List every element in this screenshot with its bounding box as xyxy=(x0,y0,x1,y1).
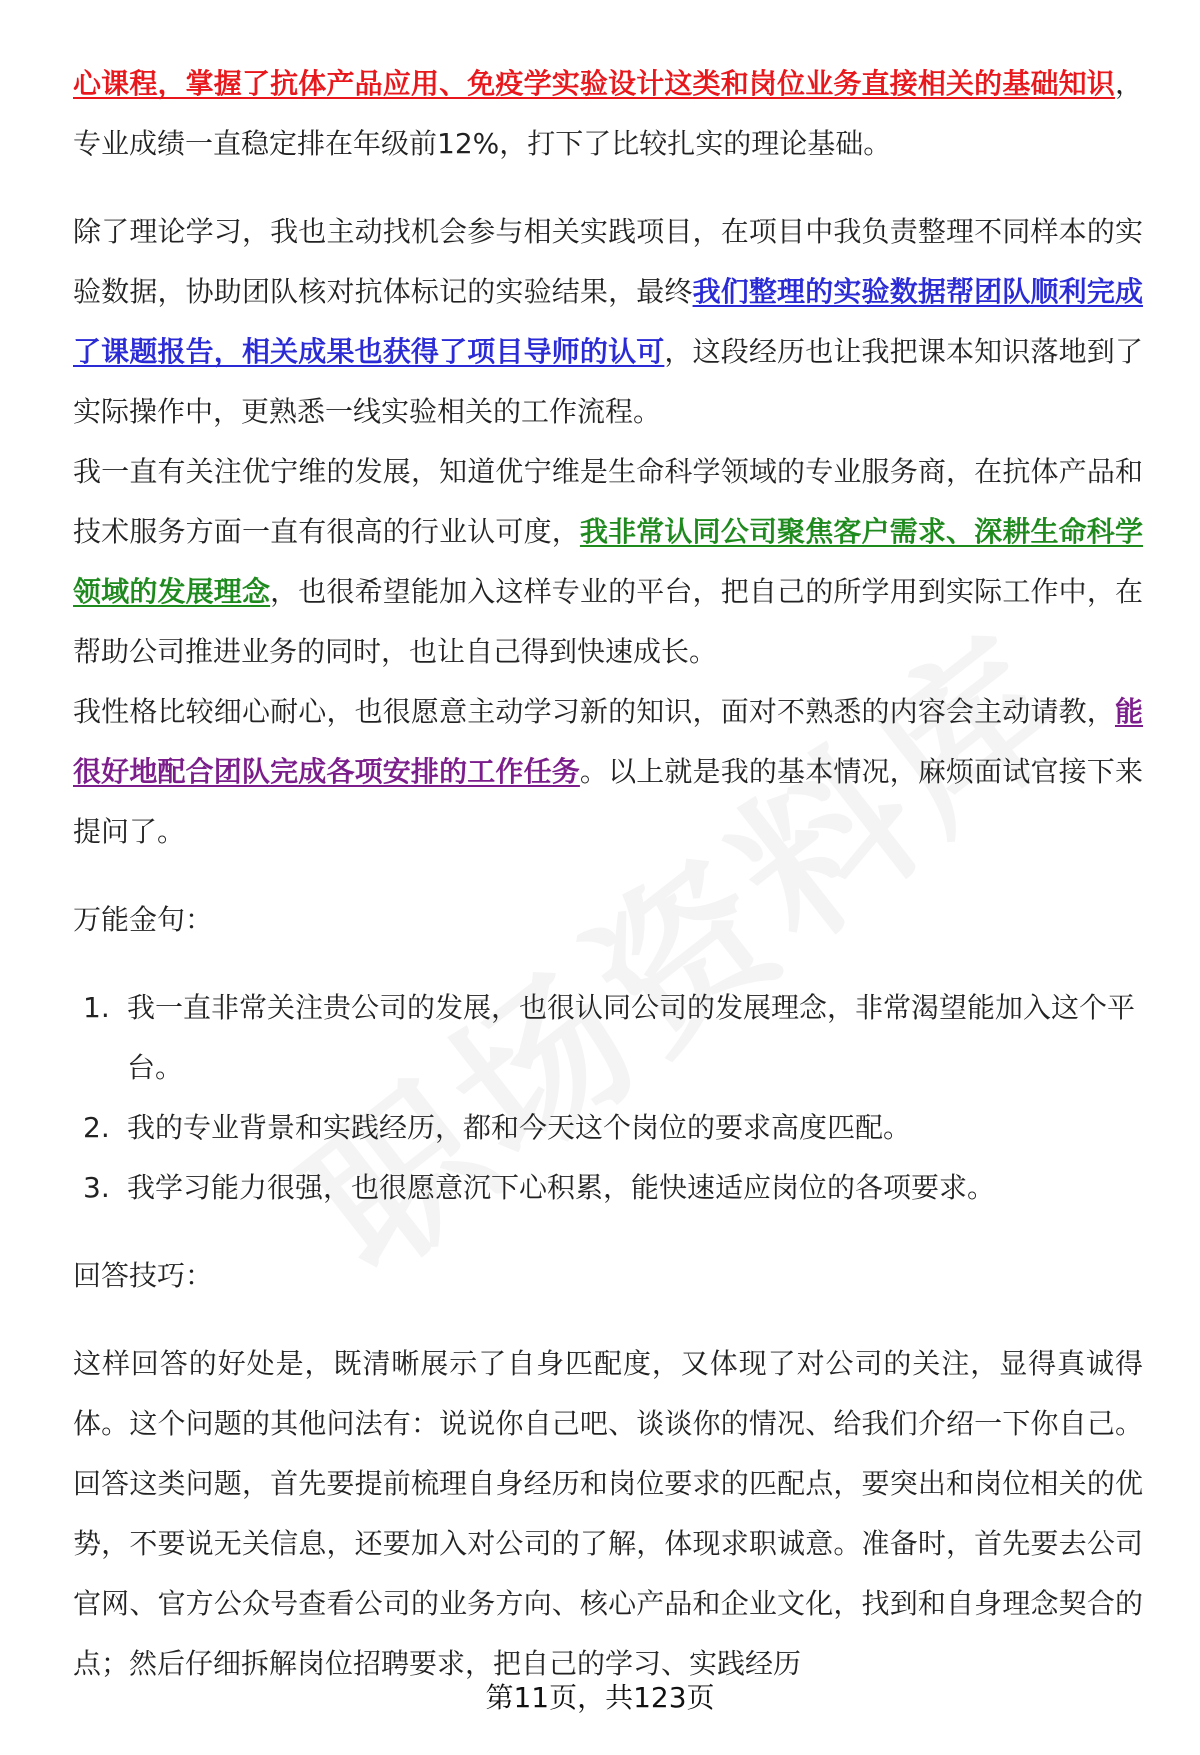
list-number: 3. xyxy=(83,1171,110,1204)
golden-sentences-heading: 万能金句： xyxy=(73,903,214,936)
golden-sentences-list xyxy=(73,978,1143,1218)
list-item xyxy=(73,1158,1143,1218)
paragraph-practice xyxy=(73,202,1143,442)
paragraph-text: 除了理论学习，我也主动找机会参与相关实践项目，在项目中我负责整理不同样本的实验数据，协助团队核对抗体标记的实验结果，最终 xyxy=(73,215,1143,308)
paragraph-text: 我性格比较细心耐心，也很愿意主动学习新的知识，面对不熟悉的内容会主动请教， xyxy=(73,695,1115,728)
paragraph-text: ，也很希望能加入这样专业的平台，把自己的所学用到实际工作中，在帮助公司推进业务的同时，也让自己得到快速成长。 xyxy=(73,575,1143,668)
highlight-purple: 能很好地配合团队完成各项安排的工作任务 xyxy=(73,695,1143,788)
list-item-text: 我学习能力很强，也很愿意沉下心积累，能快速适应岗位的各项要求。 xyxy=(127,1171,996,1204)
answer-tips-heading: 回答技巧： xyxy=(73,1259,214,1292)
answer-tips-body: 这样回答的好处是，既清晰展示了自身匹配度，又体现了对公司的关注，显得真诚得体。这个问题的其他问法有：说说你自己吧、谈谈你的情况、给我们介绍一下你自己。回答这类问题，首先要提前梳理自身经历和岗位要求的匹配点，要突出和岗位相关的优势，不要说无关信息，还要加入对公司的了解，体现求职诚意。准备时，首先要去公司官网、官方公众号查看公司的业务方向、核心产品和企业文化，找到和自身理念契合的点；然后仔细拆解岗位招聘要求，把自己的学习、实践经历 xyxy=(73,1347,1143,1680)
paragraph-text: ，专业成绩一直稳定排在年级前12%，打下了比较扎实的理论基础。 xyxy=(73,67,1143,160)
list-item-text: 我一直非常关注贵公司的发展，也很认同公司的发展理念，非常渴望能加入这个平台。 xyxy=(127,991,1136,1084)
list-item xyxy=(73,978,1143,1098)
document-body xyxy=(73,54,1143,1694)
page-footer: 第11页，共123页 xyxy=(485,1681,715,1714)
list-number: 2. xyxy=(83,1111,110,1144)
list-item xyxy=(73,1098,1143,1158)
list-number: 1. xyxy=(83,991,110,1024)
paragraph-text: ，这段经历也让我把课本知识落地到了实际操作中，更熟悉一线实验相关的工作流程。 xyxy=(73,335,1143,428)
paragraph-text: 我一直有关注优宁维的发展，知道优宁维是生命科学领域的专业服务商，在抗体产品和技术服务方面一直有很高的行业认可度， xyxy=(73,455,1143,548)
paragraph-company xyxy=(73,442,1143,682)
paragraph-personality xyxy=(73,682,1143,862)
paragraph-education xyxy=(73,54,1143,174)
highlight-green: 我非常认同公司聚焦客户需求、深耕生命科学领域的发展理念 xyxy=(73,515,1143,608)
highlight-blue: 我们整理的实验数据帮团队顺利完成了课题报告，相关成果也获得了项目导师的认可 xyxy=(73,275,1143,368)
highlight-red: 心课程，掌握了抗体产品应用、免疫学实验设计这类和岗位业务直接相关的基础知识 xyxy=(73,67,1115,100)
list-item-text: 我的专业背景和实践经历，都和今天这个岗位的要求高度匹配。 xyxy=(127,1111,912,1144)
paragraph-text: 。以上就是我的基本情况，麻烦面试官接下来提问了。 xyxy=(73,755,1143,848)
